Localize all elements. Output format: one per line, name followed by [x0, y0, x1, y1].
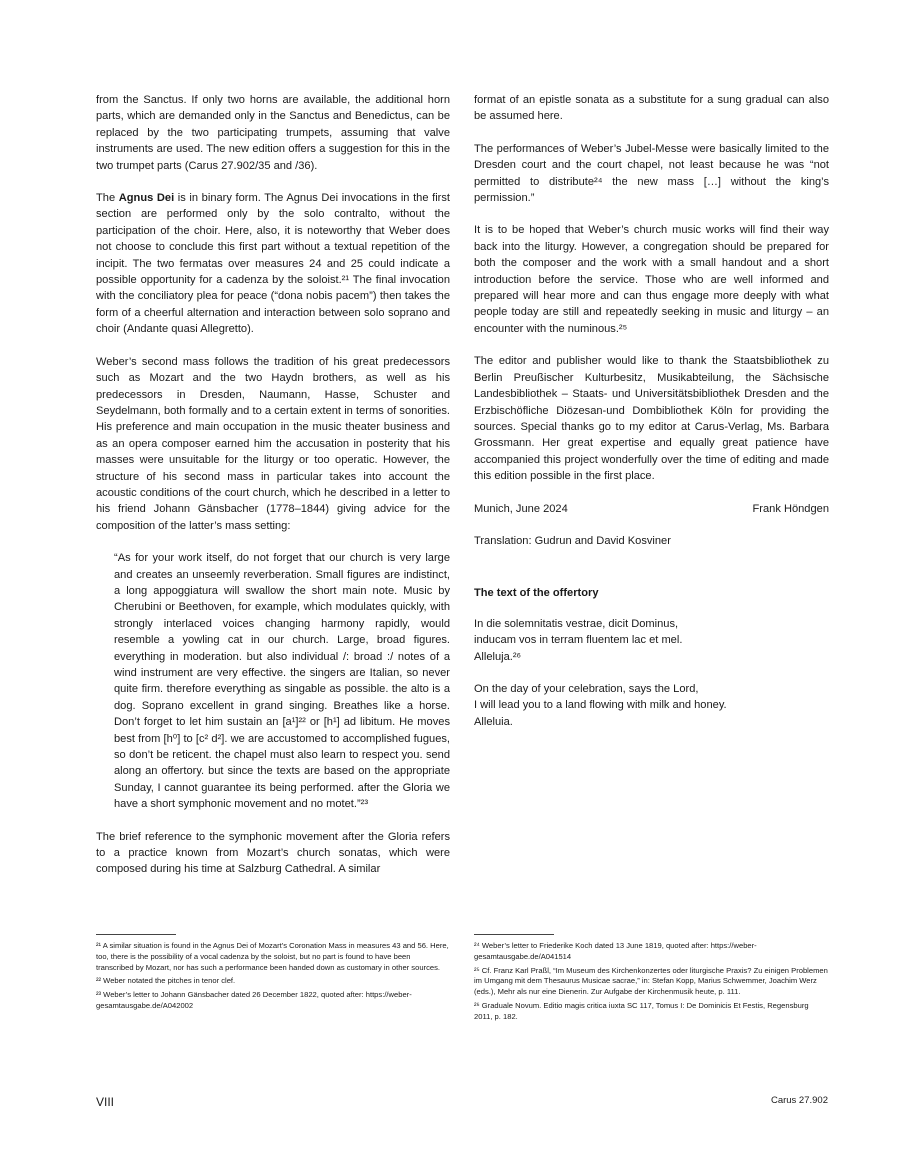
- verse-line: On the day of your celebration, says the Lord,: [474, 682, 699, 695]
- paragraph: The brief reference to the symphonic movement after the Gloria refers to a practice known from Mozart’s church sonatas, which were composed during his time at Salzburg Cathedral. A similar: [96, 830, 450, 876]
- offertory-heading: The text of the offertory: [474, 587, 599, 600]
- paragraph: The performances of Weber’s Jubel-Messe were basically limited to the Dresden court and the court chapel, not least because he was “not permitted to distribute²⁴ the new mass […] without the king’s permission.”: [474, 142, 829, 205]
- paragraph: Weber’s second mass follows the tradition of his great predecessors such as Mozart and the two Haydn brothers, as well as his predecessors in Dresden, Naumann, Hasse, Schuster and Seydelmann, both formally and to a certain extent in terms of sonorities. His preference and main occupation in the music theater business and as an opera composer earned him the accusation in posterity that his masses were unsuitable for the liturgy or too operatic. However, the structure of his second mass in particular takes into account the acoustic conditions of the court church, which he described in a letter to his friend Johann Gänsbacher (1778–1844) giving advice for the composition of the latter’s mass setting:: [96, 355, 450, 532]
- verse-line: inducam vos in terram fluentem lac et mel.: [474, 634, 683, 647]
- footnotes-right: [474, 934, 829, 1026]
- catalog-number: Carus 27.902: [770, 1095, 828, 1106]
- verse-line: Alleluja.²⁶: [474, 650, 522, 663]
- footnote: ²⁴ Weber’s letter to Friederike Koch dated 13 June 1819, quoted after: https://weber-gesamtausgabe.de/A041514: [474, 941, 757, 961]
- paragraph: The editor and publisher would like to thank the Staatsbibliothek zu Berlin Preußischer Kulturbesitz, Musikabteilung, the Sächsische Landesbibliothek – Staats- und Universitätsbibliothek Dresden and the Erzbischöfliche Diözesan-und Dombibliothek Köln for providing the sources. Special thanks go to my editor at Carus-Verlag, Ms. Barbara Grossmann. Her great expertise and equally great patience have accompanied this project wonderfully over the time of editing and made this edition possible in the first place.: [474, 355, 829, 483]
- text-span: is in binary form. The Agnus Dei invocations in the first section are performed only by the solo contralto, without the participation of the choir. Here, also, it is noteworthy that Weber does not choose to conclude this first part without a textual repetition of the incipit. The two fermatas over measures 24 and 25 could indicate a possible opportunity for a cadenza by the soloist.²¹ The final invocation with the conciliatory plea for peace (“dona nobis pacem”) then takes the form of a cheerful alternation and interaction between solo soprano and choir (Andante quasi Allegretto).: [96, 192, 451, 336]
- paragraph-agnus-dei: [96, 190, 450, 338]
- paragraph: format of an epistle sonata as a substitute for a sung gradual can also be assumed here.: [474, 94, 829, 123]
- place-date: Munich, June 2024: [474, 502, 568, 515]
- footnote: ²⁵ Cf. Franz Karl Praßl, “Im Museum des Kirchenkonzertes oder liturgische Praxis? Zu einigen Problemen im Umgang mit dem Thesaurus Musicae sacrae,” in: Stefan Kopp, Marius Schwemmer, Joachim Werz (eds.), Mehr als nur eine Dienerin. Zur Aufgabe der Kirchenmusik heute, p. 111.: [474, 965, 828, 997]
- latin-text: [474, 616, 829, 665]
- agnus-dei-bold: Agnus Dei: [118, 192, 175, 205]
- author-name: Frank Höndgen: [752, 502, 829, 515]
- verse-line: In die solemnitatis vestrae, dicit Dominus,: [474, 617, 679, 630]
- right-column: [474, 92, 829, 746]
- footnote: ²³ Weber’s letter to Johann Gänsbacher dated 26 December 1822, quoted after: https://weber-gesamtausgabe.de/A042002: [96, 990, 412, 1010]
- footnote: ²¹ A similar situation is found in the Agnus Dei of Mozart’s Coronation Mass in measures 43 and 56. Here, too, there is the possibility of a vocal cadenza by the soloist, but no part is found to have been transcribed by Mozart, nor has such a performance been handed down as customary in other sources.: [96, 941, 449, 972]
- left-column: [96, 92, 450, 894]
- block-quote: “As for your work itself, do not forget that our church is very large and creates an unseemly reverberation. Small figures are indistinct, a long appoggiatura will swallow the short main note. Music by Cherubini or Beethoven, for example, which modulates quickly, with strongly interlaced voices changing harmony rapidly, would resemble a yowling cat in our church. Large, broad figures. everything in moderation. but also individual /: broad :/ notes of a wind instrument are very effective. the singers are Italian, so never quite firm. therefore everything as singable as possible. the alto is a dog. Soprano excellent in grand singing. Breathes like a horse. Don’t forget to let him sustain an [a¹]²² or [h¹] ad libitum. He moves best from [h⁰] to [c² d²]. we are accustomed to accomplished fugues, so don’t be reticent. the chapel must also learn to respect you. send along an offertory. but since the texts are based on the appropriate Sunday, I cannot guarantee its being performed. after the Gloria we have a short symphonic movement and no motet.”²³: [114, 552, 450, 811]
- translation-credit: Translation: Gudrun and David Kosviner: [474, 534, 671, 547]
- verse-line: I will lead you to a land flowing with milk and honey.: [474, 699, 727, 712]
- paragraph: from the Sanctus. If only two horns are available, the additional horn parts, which are demanded only in the Sanctus and Benedictus, can be replaced by the two participating trumpets, assuming that valve instruments are used. The new edition offers a suggestion for this in the two trumpet parts (Carus 27.902/35 and /36).: [96, 94, 450, 172]
- signature-line: [474, 501, 829, 517]
- footnote: ²⁶ Graduale Novum. Editio magis critica iuxta SC 117, Tomus I: De Dominicis Et Festis, Regensburg 2011, p. 182.: [474, 1000, 809, 1021]
- page-number: VIII: [96, 1095, 115, 1109]
- footnotes-left: [96, 934, 450, 1015]
- footnote: ²² Weber notated the pitches in tenor clef.: [96, 976, 236, 986]
- verse-line: Alleluia.: [474, 715, 513, 728]
- paragraph: It is to be hoped that Weber’s church music works will find their way back into the liturgy. However, a congregation should be prepared for both the composer and the work with a small handout and a short introduction before the service. Those who are well informed and prepared will hear more and can thus engage more deeply with what people today are still and repeatedly seeking in music and liturgy – an encounter with the numinous.²⁵: [474, 224, 829, 335]
- english-text: [474, 681, 829, 730]
- footnote-divider: [474, 934, 554, 935]
- text-span: The: [96, 192, 119, 205]
- footnote-divider: [96, 934, 176, 935]
